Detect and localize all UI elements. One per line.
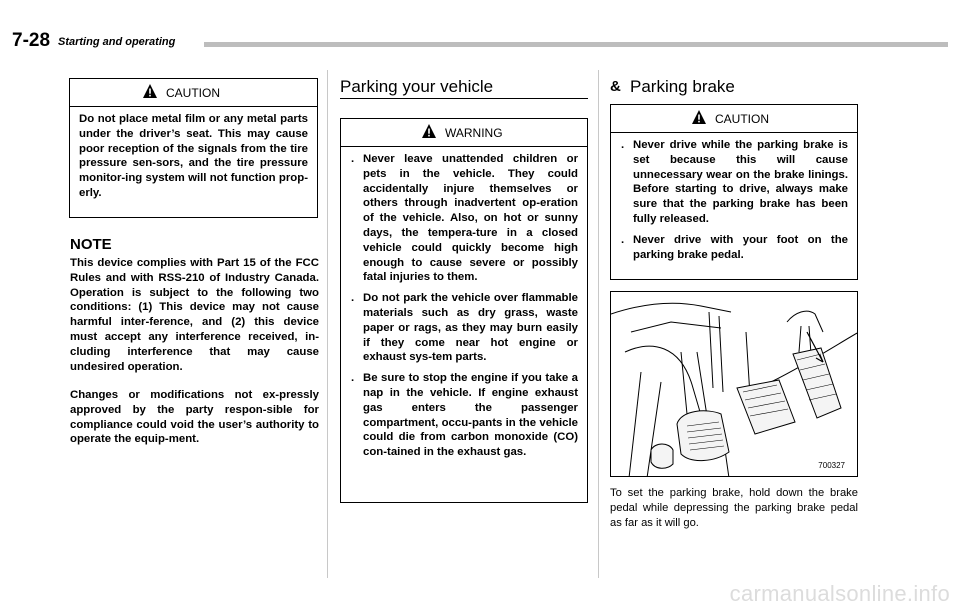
heading-parking-your-vehicle: Parking your vehicle	[340, 77, 494, 96]
list-item: . Never drive while the parking brake is set because this will cause unnecessary wear on the brake linings. Before starting to drive, always make sure that the parking brake has been fully released.	[621, 139, 848, 225]
warning-box	[340, 118, 588, 503]
warning-triangle-icon	[421, 123, 437, 139]
caution-text: Do not place metal film or any metal parts under the driver’s seat. This may cause poor reception of the signals from the tire pressure sen-sors, and the tire pressure monitor-ing system will not function prop-erly.	[79, 113, 308, 199]
warning-title: WARNING	[445, 126, 503, 140]
note-paragraph-fcc: This device complies with Part 15 of the FCC Rules and with RSS-210 of Industry Canada. Operation is subject to the following two conditions: (1) This device may not cause harmful inter-ference, and (2) this device must accept any interference received, in-cluding interference that may cause undesired operation.	[70, 257, 319, 373]
header-rule	[204, 42, 948, 47]
caution-box-seat	[69, 78, 318, 218]
warning-list	[351, 152, 578, 466]
parking-brake-illustration	[610, 291, 858, 477]
list-item: . Never leave unattended children or pets in the vehicle. They could accidentally injure themselves or others through inadvertent op-eration of the vehicle. Also, on hot or sunny days, the tempera-ture in a closed vehicle could quickly become high enough to cause severe or possibly fatal injuries to them.	[351, 153, 578, 284]
column-divider-2	[598, 70, 599, 578]
caution-list	[621, 138, 848, 268]
figure-code: 700327	[818, 461, 845, 470]
list-item: . Be sure to stop the engine if you take a nap in the vehicle. If engine exhaust gas enters the passenger compartment, occu-pants in the vehicle could die from carbon monoxide (CO) con-tained in the exhaust gas.	[351, 372, 578, 459]
parking-brake-heading-marker: &	[610, 78, 621, 95]
caution-box-parking-brake	[610, 104, 858, 280]
warning-triangle-icon	[691, 109, 707, 125]
page-number: 7-28	[12, 30, 51, 51]
note-paragraph-modifications: Changes or modifications not ex-pressly approved by the party respon-sible for compliance could void the user’s authority to operate the equip-ment.	[70, 389, 319, 446]
caution-title: CAUTION	[166, 86, 220, 100]
list-item: . Never drive with your foot on the parking brake pedal.	[621, 233, 848, 261]
caution-title: CAUTION	[715, 112, 769, 126]
section-title: Starting and operating	[58, 36, 176, 48]
column-divider-1	[327, 70, 328, 578]
parking-brake-instructions: To set the parking brake, hold down the brake pedal while depressing the parking brake pedal as far as it will go.	[610, 487, 858, 529]
heading-parking-brake: Parking brake	[630, 77, 735, 96]
pedal-drawing	[611, 292, 858, 477]
heading-rule	[340, 98, 588, 99]
page-header	[12, 30, 948, 52]
warning-triangle-icon	[142, 83, 158, 99]
list-item: . Do not park the vehicle over flammable materials such as dry grass, waste paper or rags, as they may burn easily if they come near hot engine or exhaust sys-tem parts.	[351, 292, 578, 364]
watermark: carmanualsonline.info	[729, 581, 950, 606]
note-heading: NOTE	[70, 236, 112, 253]
